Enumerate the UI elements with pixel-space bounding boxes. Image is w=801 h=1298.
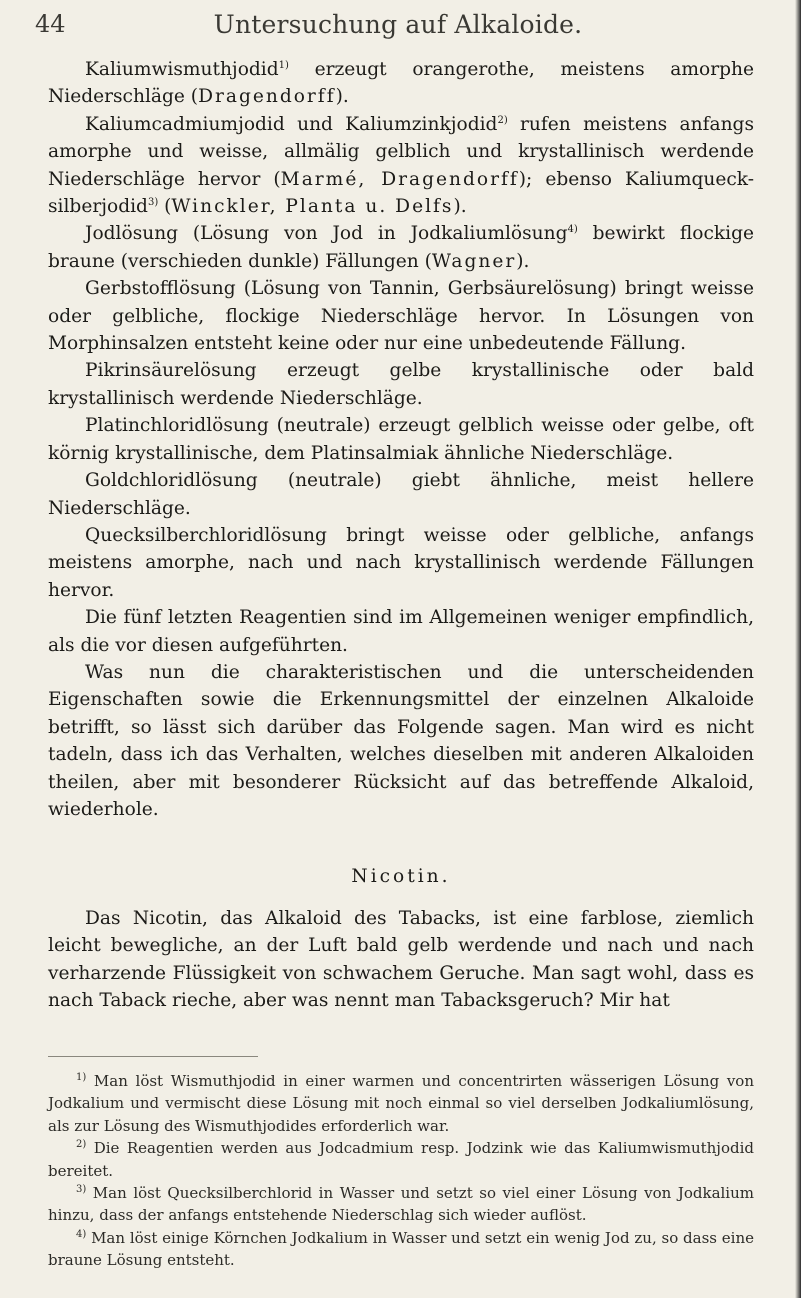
- footnote-text: Man löst einige Körnchen Jodkalium in Wasser und setzt ein wenig Jod zu, so dass eine braune Lösung entsteht.: [48, 1228, 754, 1270]
- footnote-2: [48, 1137, 754, 1182]
- paragraph-gerbstoffloesung: Gerbstofflösung (Lösung von Tannin, Gerbsäurelösung) bringt weisse oder gelbliche, flockige Niederschläge hervor. In Lösungen von Morphinsalzen entsteht keine oder nur eine unbedeutende Fällung.: [48, 278, 754, 355]
- footnote-text: Man löst Wismuthjodid in einer warmen und concentrirten wässerigen Lösung von Jodkalium und vermischt diese Lösung mit noch einmal so viel derselben Jodkaliumlösung, als zur Lösung des Wismuthjodides erforderlich war.: [48, 1072, 754, 1135]
- text-run: ).: [335, 86, 349, 108]
- author-name: Marmé, Dragendorff: [280, 168, 519, 190]
- running-title: Untersuchung auf Alkaloide.: [213, 10, 583, 39]
- paragraph-jodloesung: [48, 220, 754, 275]
- author-name: Wagner: [431, 250, 517, 272]
- footnote-3: [48, 1182, 754, 1227]
- footnote-4: [48, 1227, 754, 1272]
- text-run: Kaliumcadmiumjodid und Kaliumzinkjodid: [85, 113, 498, 135]
- paragraph-platinchloridloesung: Platinchloridlösung (neutrale) erzeugt gelblich weisse oder gelbe, oft körnig krystallinische, dem Platinsalmiak ähnliche Niederschläge.: [48, 415, 754, 464]
- paragraph-fuenf-reagentien: Die fünf letzten Reagentien sind im Allgemeinen weniger empfindlich, als die vor diesen aufgeführten.: [48, 607, 754, 656]
- footnote-mark: 1): [76, 1072, 87, 1083]
- page-edge-shadow: [795, 0, 801, 1298]
- footnote-text: Die Reagentien werden aus Jodcadmium resp. Jodzink wie das Kaliumwismuthjodid bereitet.: [48, 1139, 754, 1180]
- footnote-divider: [48, 1056, 258, 1057]
- footnotes: [48, 1070, 754, 1272]
- footnote-ref: 1): [278, 59, 289, 71]
- text-run: ).: [516, 250, 530, 272]
- page-header: [35, 10, 761, 44]
- paragraph-nicotin: Das Nicotin, das Alkaloid des Tabacks, ist eine farblose, ziemlich leicht bewegliche, an der Luft bald gelb werdende und nach und nach verharzende Flüssigkeit von schwachem Geruche. Man sagt wohl, dass es nach Taback rieche, aber was nennt man Tabacksgeruch? Mir hat: [48, 907, 754, 1011]
- text-run: (: [158, 196, 172, 218]
- footnote-mark: 3): [76, 1184, 87, 1196]
- paragraph-goldchloridloesung: Goldchloridlösung (neutrale) giebt ähnliche, meist hellere Niederschläge.: [48, 470, 754, 519]
- paragraph-eigenschaften: Was nun die charakteristischen und die unterscheidenden Eigenschaften sowie die Erkennungsmittel der einzelnen Alkaloide betrifft, so lässt sich darüber das Folgende sagen. Man wird es nicht tadeln, dass ich das Verhalten, welches dieselben mit anderen Alkaloiden theilen, aber mit besonderer Rücksicht auf das betreffende Alkaloid, wiederhole.: [48, 661, 754, 820]
- footnote-ref: 2): [497, 114, 508, 126]
- paragraph-quecksilberchloridloesung: Quecksilberchloridlösung bringt weisse oder gelbliche, anfangs meistens amorphe, nach und nach krystallinisch werdende Fällungen hervor.: [48, 524, 754, 601]
- footnote-mark: 2): [76, 1139, 87, 1151]
- author-name: Winckler, Planta u. Delfs: [171, 196, 454, 218]
- text-run: ); ebenso Kaliumqueck-silberjodid: [48, 168, 754, 218]
- text-run: Kaliumwismuthjodid: [85, 59, 279, 80]
- paragraph-pikrinsaeureloesung: Pikrinsäurelösung erzeugt gelbe krystallinische oder bald krystallinisch werdende Niederschläge.: [48, 360, 754, 409]
- text-run: rufen meistens anfangs amorphe und weisse, allmälig gelblich und krystallinisch werdende Niederschläge hervor (: [48, 113, 754, 190]
- main-text: [48, 56, 754, 1014]
- footnote-ref: 4): [567, 224, 578, 236]
- section-heading-nicotin: Nicotin.: [351, 866, 451, 888]
- footnote-ref: 3): [147, 196, 159, 208]
- paragraph-kaliumwismuthjodid: [48, 56, 754, 111]
- footnote-1: [48, 1070, 754, 1137]
- text-run: Jodlösung (Lösung von Jod in Jodkaliumlösung: [85, 223, 568, 245]
- author-name: Dragendorff: [198, 86, 336, 108]
- text-run: ).: [453, 196, 467, 218]
- paragraph-kaliumcadmiumjodid: [48, 111, 754, 221]
- footnote-mark: 4): [76, 1228, 87, 1240]
- text-run: erzeugt orangerothe, meistens amorphe Niederschläge (: [48, 59, 754, 108]
- page-number: 44: [35, 10, 66, 38]
- text-run: bewirkt flockige braune (verschieden dunkle) Fällungen (: [48, 223, 754, 272]
- footnote-text: Man löst Quecksilberchlorid in Wasser und setzt so viel einer Lösung von Jodkalium hinzu, dass der anfangs entstehende Niederschlag sich wieder auflöst.: [48, 1184, 754, 1225]
